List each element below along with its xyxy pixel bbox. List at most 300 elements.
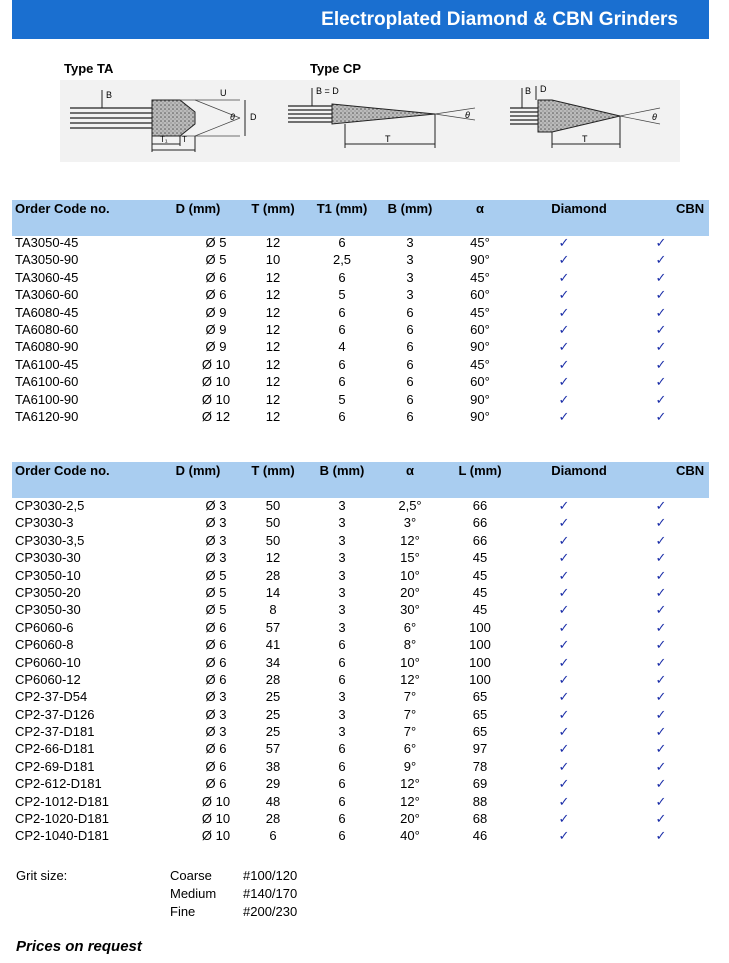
ta-table-body bbox=[12, 234, 709, 425]
cp-table-row bbox=[12, 758, 709, 775]
cp-cell-b: 6 bbox=[338, 811, 346, 827]
cp-cell-d: Ø 6 bbox=[205, 671, 227, 687]
ta-cell-cbn-check: ✓ bbox=[655, 391, 667, 407]
ta-cell-diamond-check: ✓ bbox=[558, 374, 570, 390]
ta-table-row bbox=[12, 234, 709, 251]
cp-header-d: D (mm) bbox=[175, 463, 221, 478]
ta-cell-t1: 2,5 bbox=[332, 252, 352, 268]
cp-cell-t: 6 bbox=[269, 828, 277, 844]
cp-cell-diamond-check: ✓ bbox=[558, 498, 570, 513]
cp-cell-code: CP3050-30 bbox=[15, 602, 81, 618]
ta-header-alpha: α bbox=[476, 201, 484, 216]
grit-coarse-name: Coarse bbox=[170, 868, 212, 883]
cp-table-row bbox=[12, 723, 709, 740]
ta-cell-t: 12 bbox=[265, 287, 281, 303]
cp-cell-b: 6 bbox=[338, 671, 346, 687]
cp-cell-diamond-check: ✓ bbox=[558, 776, 570, 792]
ta-cell-code: TA3060-60 bbox=[15, 287, 79, 303]
cp-cell-d: Ø 5 bbox=[205, 567, 227, 583]
cp-cell-alpha: 40° bbox=[400, 828, 420, 844]
ta-cell-cbn-check: ✓ bbox=[655, 339, 667, 355]
ta-t-small-label: T bbox=[182, 135, 187, 144]
cp-cell-t: 12 bbox=[265, 550, 281, 566]
ta-cell-code: TA6080-90 bbox=[15, 339, 79, 355]
ta-cell-code: TA6080-60 bbox=[15, 321, 79, 337]
cp-cell-alpha: 15° bbox=[400, 550, 420, 566]
ta-cell-code: TA6080-45 bbox=[15, 304, 79, 320]
cp-cell-cbn-check: ✓ bbox=[655, 706, 667, 722]
ta-cell-alpha: 60° bbox=[470, 287, 490, 303]
cp-table-row bbox=[12, 514, 709, 531]
cp-cell-diamond-check: ✓ bbox=[558, 758, 570, 774]
ta-cell-diamond-check: ✓ bbox=[558, 356, 570, 372]
cp-cell-d: Ø 10 bbox=[201, 793, 231, 809]
cp-cell-d: Ø 10 bbox=[201, 828, 231, 844]
ta-cell-cbn-check: ✓ bbox=[655, 408, 667, 424]
cp-cell-code: CP2-66-D181 bbox=[15, 741, 95, 757]
grit-fine-value: #200/230 bbox=[243, 904, 298, 919]
cp-cell-code: CP6060-12 bbox=[15, 671, 81, 687]
cp-header-code: Order Code no. bbox=[15, 463, 110, 478]
ta-header-d: D (mm) bbox=[175, 201, 221, 216]
grit-size-label: Grit size: bbox=[16, 868, 68, 883]
cp-cell-b: 3 bbox=[338, 706, 346, 722]
cp2-theta-label: θ bbox=[652, 112, 657, 122]
cp-cell-t: 29 bbox=[265, 776, 281, 792]
ta-cell-t1: 6 bbox=[338, 269, 346, 285]
cp-cell-cbn-check: ✓ bbox=[655, 758, 667, 774]
cp-table-row bbox=[12, 567, 709, 584]
ta-cell-cbn-check: ✓ bbox=[655, 356, 667, 372]
ta-cell-d: Ø 9 bbox=[205, 304, 227, 320]
ta-cell-alpha: 60° bbox=[470, 321, 490, 337]
cp-header-alpha: α bbox=[406, 463, 414, 478]
cp-cell-b: 3 bbox=[338, 498, 346, 513]
cp-cell-diamond-check: ✓ bbox=[558, 724, 570, 740]
prices-note: Prices on request bbox=[16, 938, 142, 955]
cp-cell-cbn-check: ✓ bbox=[655, 724, 667, 740]
ta-cell-d: Ø 5 bbox=[205, 252, 227, 268]
cp-cell-diamond-check: ✓ bbox=[558, 811, 570, 827]
cp-cell-cbn-check: ✓ bbox=[655, 567, 667, 583]
cp-cell-b: 3 bbox=[338, 602, 346, 618]
cp-table-row bbox=[12, 532, 709, 549]
cp-cell-alpha: 6° bbox=[403, 741, 417, 757]
ta-d-label: D bbox=[250, 112, 257, 122]
ta-cell-code: TA6120-90 bbox=[15, 408, 79, 424]
cp-table-row bbox=[12, 584, 709, 601]
ta-t1-label: T₁ bbox=[160, 135, 168, 144]
grit-coarse-value: #100/120 bbox=[243, 868, 298, 883]
ta-cell-b: 6 bbox=[406, 356, 414, 372]
ta-table-row bbox=[12, 338, 709, 355]
ta-cell-d: Ø 10 bbox=[201, 391, 231, 407]
cp-cell-code: CP6060-8 bbox=[15, 637, 74, 653]
cp-cell-cbn-check: ✓ bbox=[655, 671, 667, 687]
ta-cell-cbn-check: ✓ bbox=[655, 287, 667, 303]
cp-cell-cbn-check: ✓ bbox=[655, 741, 667, 757]
ta-cell-t: 12 bbox=[265, 321, 281, 337]
ta-table-row bbox=[12, 286, 709, 303]
ta-cell-d: Ø 12 bbox=[201, 408, 231, 424]
cp-cell-code: CP2-1012-D181 bbox=[15, 793, 109, 809]
cp1-t-label: T bbox=[385, 134, 391, 144]
ta-b-label: B bbox=[106, 90, 113, 100]
ta-table-row bbox=[12, 321, 709, 338]
cp-cell-diamond-check: ✓ bbox=[558, 828, 570, 844]
ta-header-t: T (mm) bbox=[251, 201, 295, 216]
cp-cell-diamond-check: ✓ bbox=[558, 515, 570, 531]
cp-cell-t: 57 bbox=[265, 741, 281, 757]
cp-cell-alpha: 12° bbox=[400, 793, 420, 809]
ta-u-label: U bbox=[220, 88, 227, 98]
cp-table-row bbox=[12, 636, 709, 653]
ta-cell-diamond-check: ✓ bbox=[558, 391, 570, 407]
cp-table-row bbox=[12, 827, 709, 844]
cp2-b-label: B bbox=[525, 86, 532, 96]
ta-cell-code: TA6100-45 bbox=[15, 356, 79, 372]
cp1-bd-label: B = D bbox=[316, 86, 339, 96]
cp-cell-d: Ø 6 bbox=[205, 741, 227, 757]
ta-cell-cbn-check: ✓ bbox=[655, 269, 667, 285]
cp-cell-alpha: 20° bbox=[400, 584, 420, 600]
ta-table-row bbox=[12, 304, 709, 321]
ta-table-header bbox=[12, 200, 709, 236]
ta-cell-diamond-check: ✓ bbox=[558, 321, 570, 337]
ta-cell-cbn-check: ✓ bbox=[655, 321, 667, 337]
cp-cell-code: CP2-37-D126 bbox=[15, 706, 95, 722]
cp-cell-b: 3 bbox=[338, 584, 346, 600]
cp-cell-code: CP2-1020-D181 bbox=[15, 811, 109, 827]
cp-cell-cbn-check: ✓ bbox=[655, 828, 667, 844]
ta-cell-diamond-check: ✓ bbox=[558, 269, 570, 285]
cp-cell-alpha: 20° bbox=[400, 811, 420, 827]
cp-cell-d: Ø 3 bbox=[205, 706, 227, 722]
cp-cell-t: 41 bbox=[265, 637, 281, 653]
grit-medium-name: Medium bbox=[170, 886, 217, 901]
ta-cell-t1: 6 bbox=[338, 374, 346, 390]
cp-table-row bbox=[12, 619, 709, 636]
cp-cell-code: CP2-37-D181 bbox=[15, 724, 95, 740]
cp-cell-t: 57 bbox=[265, 619, 281, 635]
cp-header-t: T (mm) bbox=[251, 463, 295, 478]
ta-cell-diamond-check: ✓ bbox=[558, 304, 570, 320]
cp-cell-b: 3 bbox=[338, 689, 346, 705]
ta-cell-d: Ø 5 bbox=[205, 235, 227, 250]
cp-cell-code: CP6060-10 bbox=[15, 654, 81, 670]
ta-cell-diamond-check: ✓ bbox=[558, 252, 570, 268]
cp-cell-b: 6 bbox=[338, 828, 346, 844]
cp-cell-diamond-check: ✓ bbox=[558, 550, 570, 566]
ta-header-t1: T1 (mm) bbox=[316, 201, 368, 216]
page-title: Electroplated Diamond & CBN Grinders bbox=[321, 9, 678, 30]
ta-header-code: Order Code no. bbox=[15, 201, 110, 216]
ta-cell-code: TA3060-45 bbox=[15, 269, 79, 285]
cp-cell-t: 28 bbox=[265, 671, 281, 687]
ta-cell-cbn-check: ✓ bbox=[655, 304, 667, 320]
cp-cell-d: Ø 3 bbox=[205, 532, 227, 548]
grit-medium-value: #140/170 bbox=[243, 886, 298, 901]
cp-cell-alpha: 10° bbox=[400, 567, 420, 583]
cp-cell-cbn-check: ✓ bbox=[655, 584, 667, 600]
cp-cell-d: Ø 3 bbox=[205, 550, 227, 566]
ta-cell-b: 6 bbox=[406, 408, 414, 424]
cp-cell-diamond-check: ✓ bbox=[558, 706, 570, 722]
cp-cell-alpha: 12° bbox=[400, 532, 420, 548]
cp-cell-cbn-check: ✓ bbox=[655, 550, 667, 566]
ta-cell-diamond-check: ✓ bbox=[558, 339, 570, 355]
cp-table-row bbox=[12, 688, 709, 705]
cp-cell-l: 65 bbox=[472, 689, 488, 705]
ta-table-row bbox=[12, 391, 709, 408]
cp-cell-t: 25 bbox=[265, 724, 281, 740]
cp-cell-code: CP3030-2,5 bbox=[15, 498, 85, 513]
cp-cell-code: CP2-37-D54 bbox=[15, 689, 88, 705]
grinder-diagrams bbox=[60, 80, 680, 162]
ta-cell-b: 6 bbox=[406, 391, 414, 407]
cp-cell-diamond-check: ✓ bbox=[558, 619, 570, 635]
cp-cell-d: Ø 3 bbox=[205, 689, 227, 705]
cp-cell-cbn-check: ✓ bbox=[655, 637, 667, 653]
cp-cell-t: 34 bbox=[265, 654, 281, 670]
cp-cell-diamond-check: ✓ bbox=[558, 793, 570, 809]
ta-header-cbn: CBN bbox=[676, 201, 705, 216]
cp2-d-label: D bbox=[540, 84, 547, 94]
ta-cell-cbn-check: ✓ bbox=[655, 374, 667, 390]
cp-cell-d: Ø 5 bbox=[205, 584, 227, 600]
cp-cell-alpha: 2,5° bbox=[398, 498, 422, 513]
cp-cell-l: 97 bbox=[472, 741, 488, 757]
cp-cell-l: 66 bbox=[472, 498, 488, 513]
cp-cell-cbn-check: ✓ bbox=[655, 602, 667, 618]
cp-cell-l: 100 bbox=[469, 619, 491, 635]
cp-cell-b: 6 bbox=[338, 776, 346, 792]
ta-cell-t1: 5 bbox=[338, 287, 346, 303]
cp-table-header bbox=[12, 462, 709, 498]
cp-cell-alpha: 10° bbox=[400, 654, 420, 670]
cp-header-diamond: Diamond bbox=[551, 463, 607, 478]
grit-fine-name: Fine bbox=[170, 904, 196, 919]
ta-cell-b: 6 bbox=[406, 321, 414, 337]
ta-cell-d: Ø 10 bbox=[201, 374, 231, 390]
ta-cell-t: 12 bbox=[265, 339, 281, 355]
ta-table-row bbox=[12, 373, 709, 390]
ta-cell-alpha: 90° bbox=[470, 391, 490, 407]
cp-cell-code: CP3030-3 bbox=[15, 515, 74, 531]
cp-header-b: B (mm) bbox=[319, 463, 365, 478]
ta-cell-t: 10 bbox=[265, 252, 281, 268]
ta-cell-alpha: 45° bbox=[470, 235, 490, 250]
ta-cell-t: 12 bbox=[265, 356, 281, 372]
cp-cell-code: CP2-69-D181 bbox=[15, 758, 95, 774]
ta-cell-code: TA6100-90 bbox=[15, 391, 79, 407]
cp-cell-alpha: 7° bbox=[403, 706, 417, 722]
cp-cell-alpha: 12° bbox=[400, 776, 420, 792]
ta-cell-cbn-check: ✓ bbox=[655, 235, 667, 250]
ta-cell-b: 3 bbox=[406, 269, 414, 285]
cp-cell-t: 14 bbox=[265, 584, 281, 600]
cp-cell-b: 3 bbox=[338, 515, 346, 531]
cp-cell-l: 100 bbox=[469, 637, 491, 653]
cp-cell-diamond-check: ✓ bbox=[558, 741, 570, 757]
cp-cell-diamond-check: ✓ bbox=[558, 654, 570, 670]
cp-cell-d: Ø 6 bbox=[205, 654, 227, 670]
cp-table-row bbox=[12, 706, 709, 723]
cp-cell-l: 78 bbox=[472, 758, 488, 774]
ta-cell-b: 3 bbox=[406, 252, 414, 268]
cp-header-cbn: CBN bbox=[676, 463, 705, 478]
cp-table-row bbox=[12, 654, 709, 671]
cp-table-body bbox=[12, 497, 709, 845]
cp-header-l: L (mm) bbox=[458, 463, 502, 478]
ta-cell-t1: 6 bbox=[338, 408, 346, 424]
cp-cell-alpha: 9° bbox=[403, 758, 417, 774]
cp-cell-alpha: 8° bbox=[403, 637, 417, 653]
cp-cell-l: 100 bbox=[469, 671, 491, 687]
ta-cell-t: 12 bbox=[265, 235, 281, 250]
cp-cell-l: 65 bbox=[472, 706, 488, 722]
cp-cell-l: 45 bbox=[472, 584, 488, 600]
cp-table-row bbox=[12, 671, 709, 688]
ta-cell-t1: 6 bbox=[338, 304, 346, 320]
ta-cell-alpha: 90° bbox=[470, 408, 490, 424]
cp-cell-l: 45 bbox=[472, 567, 488, 583]
cp-cell-diamond-check: ✓ bbox=[558, 637, 570, 653]
ta-cell-t1: 6 bbox=[338, 356, 346, 372]
ta-cell-t1: 5 bbox=[338, 391, 346, 407]
ta-cell-d: Ø 6 bbox=[205, 287, 227, 303]
cp-cell-code: CP3050-10 bbox=[15, 567, 81, 583]
cp-cell-cbn-check: ✓ bbox=[655, 793, 667, 809]
ta-cell-b: 6 bbox=[406, 374, 414, 390]
cp-cell-cbn-check: ✓ bbox=[655, 515, 667, 531]
ta-cell-b: 6 bbox=[406, 304, 414, 320]
ta-cell-t: 12 bbox=[265, 408, 281, 424]
ta-cell-d: Ø 9 bbox=[205, 339, 227, 355]
ta-cell-t1: 6 bbox=[338, 235, 346, 250]
cp-cell-alpha: 7° bbox=[403, 724, 417, 740]
cp-cell-d: Ø 3 bbox=[205, 498, 227, 513]
cp-cell-t: 28 bbox=[265, 567, 281, 583]
ta-cell-code: TA3050-45 bbox=[15, 235, 79, 250]
cp-cell-b: 6 bbox=[338, 758, 346, 774]
cp-cell-cbn-check: ✓ bbox=[655, 776, 667, 792]
cp-cell-t: 28 bbox=[265, 811, 281, 827]
ta-cell-t: 12 bbox=[265, 374, 281, 390]
cp-cell-b: 6 bbox=[338, 741, 346, 757]
cp-cell-d: Ø 6 bbox=[205, 776, 227, 792]
cp-cell-diamond-check: ✓ bbox=[558, 567, 570, 583]
ta-cell-b: 3 bbox=[406, 235, 414, 250]
ta-cell-alpha: 45° bbox=[470, 269, 490, 285]
ta-cell-alpha: 90° bbox=[470, 339, 490, 355]
cp-table-row bbox=[12, 740, 709, 757]
cp-cell-l: 69 bbox=[472, 776, 488, 792]
ta-cell-code: TA3050-90 bbox=[15, 252, 79, 268]
ta-cell-cbn-check: ✓ bbox=[655, 252, 667, 268]
ta-table-row bbox=[12, 251, 709, 268]
ta-cell-b: 6 bbox=[406, 339, 414, 355]
cp-cell-l: 45 bbox=[472, 550, 488, 566]
cp-cell-t: 25 bbox=[265, 689, 281, 705]
ta-cell-alpha: 90° bbox=[470, 252, 490, 268]
cp-cell-diamond-check: ✓ bbox=[558, 689, 570, 705]
cp-cell-d: Ø 6 bbox=[205, 619, 227, 635]
ta-cell-b: 3 bbox=[406, 287, 414, 303]
ta-cell-alpha: 60° bbox=[470, 374, 490, 390]
ta-cell-diamond-check: ✓ bbox=[558, 235, 570, 250]
cp-cell-b: 3 bbox=[338, 619, 346, 635]
cp-cell-t: 25 bbox=[265, 706, 281, 722]
ta-cell-d: Ø 9 bbox=[205, 321, 227, 337]
type-cp-label: Type CP bbox=[310, 61, 362, 76]
cp-cell-t: 8 bbox=[269, 602, 277, 618]
cp-cell-t: 48 bbox=[265, 793, 281, 809]
cp-cell-b: 3 bbox=[338, 550, 346, 566]
ta-cell-d: Ø 10 bbox=[201, 356, 231, 372]
cp-table-row bbox=[12, 793, 709, 810]
cp-cell-l: 46 bbox=[472, 828, 488, 844]
cp-cell-diamond-check: ✓ bbox=[558, 584, 570, 600]
cp-cell-cbn-check: ✓ bbox=[655, 619, 667, 635]
cp-cell-cbn-check: ✓ bbox=[655, 654, 667, 670]
ta-cell-t: 12 bbox=[265, 391, 281, 407]
ta-header-diamond: Diamond bbox=[551, 201, 607, 216]
cp-cell-t: 50 bbox=[265, 532, 281, 548]
cp-cell-b: 3 bbox=[338, 532, 346, 548]
cp-cell-t: 50 bbox=[265, 515, 281, 531]
cp-cell-l: 88 bbox=[472, 793, 488, 809]
cp-cell-diamond-check: ✓ bbox=[558, 671, 570, 687]
cp-cell-d: Ø 3 bbox=[205, 515, 227, 531]
cp-cell-alpha: 30° bbox=[400, 602, 420, 618]
ta-cell-diamond-check: ✓ bbox=[558, 408, 570, 424]
ta-cell-t1: 4 bbox=[338, 339, 346, 355]
cp-cell-diamond-check: ✓ bbox=[558, 532, 570, 548]
cp-table-row bbox=[12, 549, 709, 566]
ta-cell-t: 12 bbox=[265, 269, 281, 285]
ta-cell-t1: 6 bbox=[338, 321, 346, 337]
cp-cell-l: 65 bbox=[472, 724, 488, 740]
ta-cell-diamond-check: ✓ bbox=[558, 287, 570, 303]
cp-cell-l: 68 bbox=[472, 811, 488, 827]
ta-cell-alpha: 45° bbox=[470, 356, 490, 372]
page-title-banner bbox=[12, 0, 709, 39]
cp2-t-label: T bbox=[582, 134, 588, 144]
cp-cell-l: 45 bbox=[472, 602, 488, 618]
cp-cell-code: CP6060-6 bbox=[15, 619, 74, 635]
cp-cell-d: Ø 3 bbox=[205, 724, 227, 740]
cp-table-row bbox=[12, 497, 709, 514]
cp-cell-b: 3 bbox=[338, 724, 346, 740]
cp-cell-alpha: 7° bbox=[403, 689, 417, 705]
ta-theta-label: θ bbox=[230, 112, 235, 122]
cp-table-row bbox=[12, 775, 709, 792]
cp-cell-t: 50 bbox=[265, 498, 281, 513]
cp-cell-cbn-check: ✓ bbox=[655, 532, 667, 548]
cp-cell-cbn-check: ✓ bbox=[655, 689, 667, 705]
cp-cell-alpha: 3° bbox=[403, 515, 417, 531]
cp-cell-code: CP3050-20 bbox=[15, 584, 81, 600]
cp-cell-code: CP2-1040-D181 bbox=[15, 828, 109, 844]
cp-cell-b: 6 bbox=[338, 793, 346, 809]
cp-cell-l: 100 bbox=[469, 654, 491, 670]
cp-cell-d: Ø 5 bbox=[205, 602, 227, 618]
cp-cell-b: 6 bbox=[338, 637, 346, 653]
ta-table-row bbox=[12, 356, 709, 373]
cp-cell-b: 6 bbox=[338, 654, 346, 670]
cp-cell-alpha: 12° bbox=[400, 671, 420, 687]
